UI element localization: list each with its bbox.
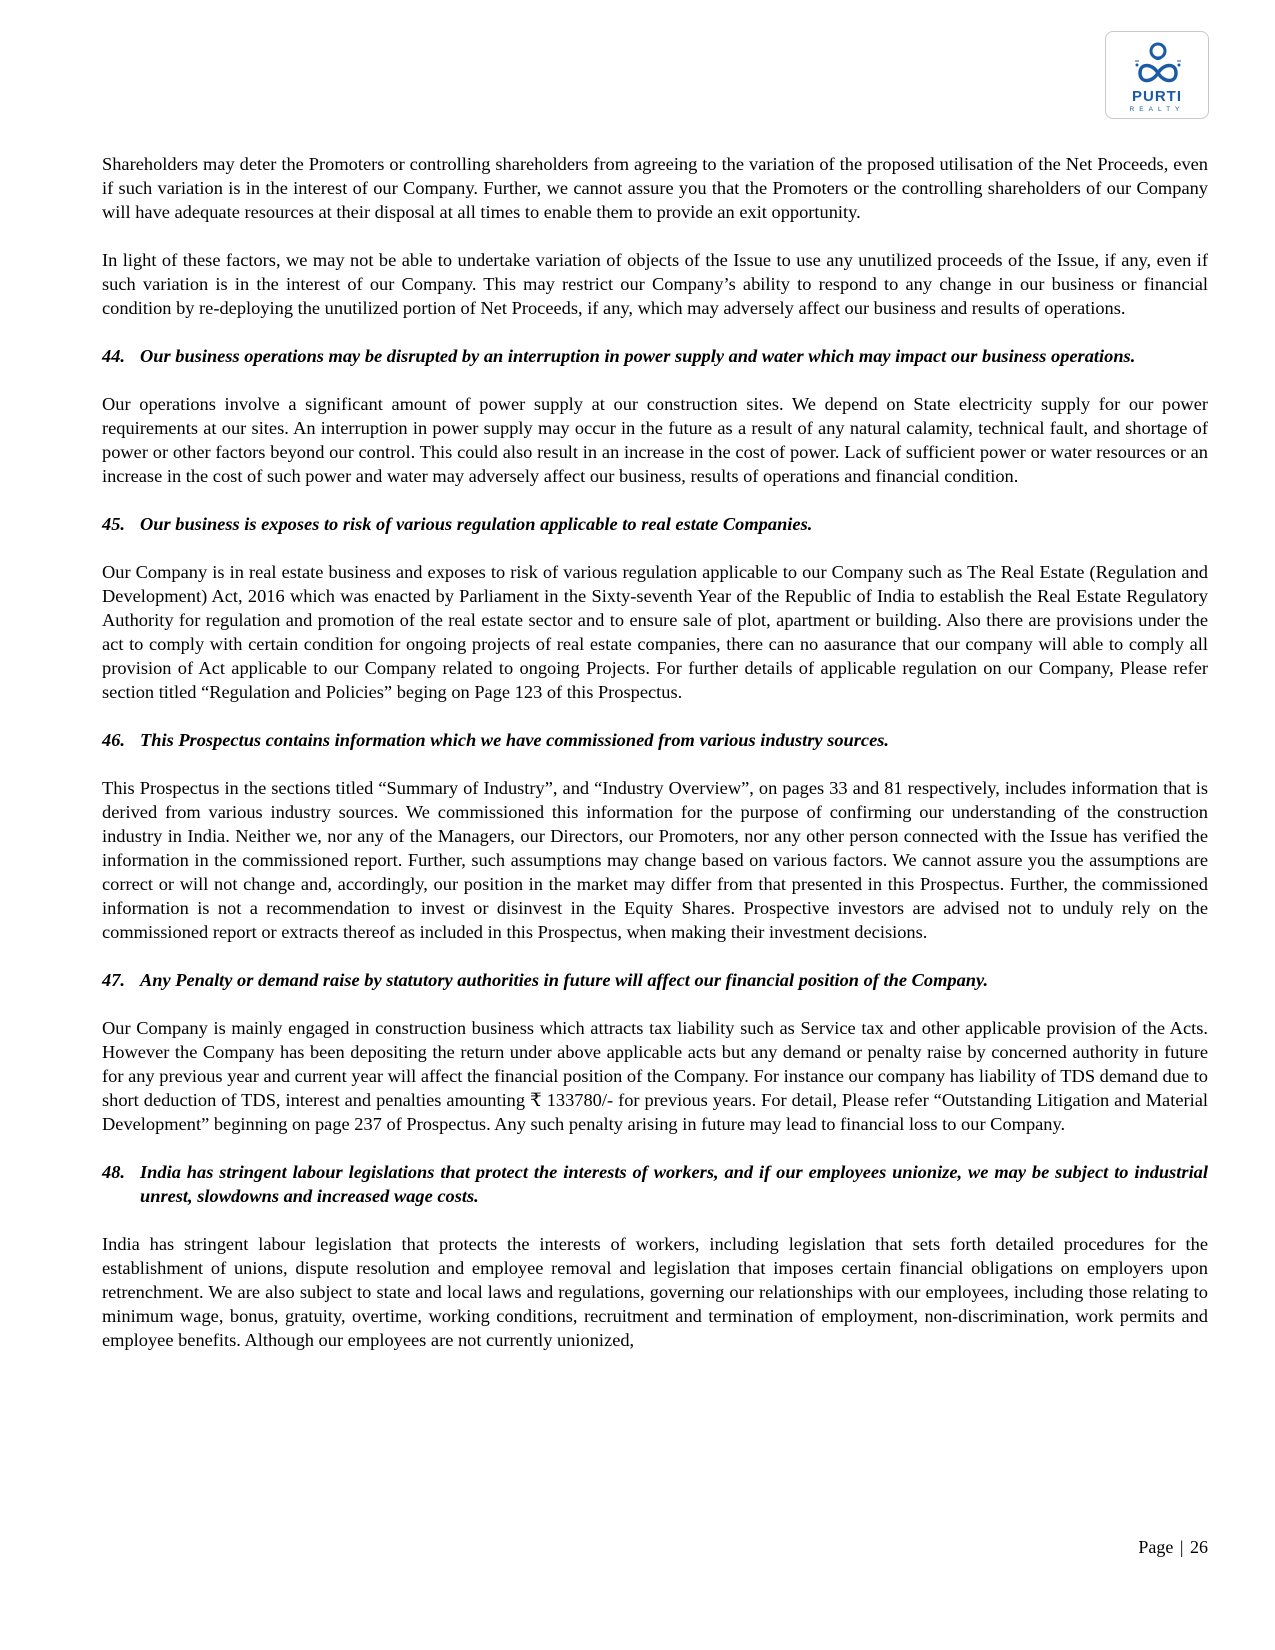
section-heading [102, 344, 1208, 368]
section-body: Our Company is mainly engaged in construction business which attracts tax liability such as Service tax and other applicable provision of the Acts. However the Company has been depositing the return under above applicable acts but any demand or penalty raise by concerned authority in future for any previous year and current year will affect the financial position of the Company. For instance our company has liability of TDS demand due to short deduction of TDS, interest and penalties amounting ₹ 133780/- for previous years. For detail, Please refer “Outstanding Litigation and Material Development” beginning on page 237 of Prospectus. Any such penalty arising in future may lead to financial loss to our Company. [102, 1018, 1208, 1134]
section-number: 48. [102, 1162, 125, 1182]
section-number: 47. [102, 970, 125, 990]
section-title: Our business operations may be disrupted by an interruption in power supply and water which may impact our business operations. [140, 346, 1136, 366]
section-heading [102, 968, 1208, 992]
logo-name: PURTI [1132, 88, 1182, 105]
section-title: Our business is exposes to risk of various regulation applicable to real estate Companies. [140, 514, 813, 534]
section-body: Our Company is in real estate business and exposes to risk of various regulation applicable to our Company such as The Real Estate (Regulation and Development) Act, 2016 which was enacted by Parliament in the Sixty-seventh Year of the Republic of India to establish the Real Estate Regulatory Authority for regulation and promotion of the real estate sector and to ensure sale of plot, apartment or building. Also there are provisions under the act to comply with certain condition for ongoing projects of real estate companies, there can no aasurance that our company will able to comply all provision of Act applicable to our Company related to ongoing Projects. For further details of applicable regulation on our Company, Please refer section titled “Regulation and Policies” beging on Page 123 of this Prospectus. [102, 562, 1208, 702]
purti-emblem-icon [1130, 37, 1186, 89]
section-title: This Prospectus contains information which we have commissioned from various industry sources. [140, 730, 890, 750]
company-logo [1105, 31, 1209, 119]
section-heading [102, 512, 1208, 536]
page-number: 26 [1190, 1537, 1208, 1557]
document-body [102, 152, 1208, 1352]
section-title: India has stringent labour legislations that protect the interests of workers, and if our employees unionize, we may be subject to industrial unrest, slowdowns and increased wage costs. [140, 1162, 1208, 1206]
paragraph: Shareholders may deter the Promoters or controlling shareholders from agreeing to the variation of the proposed utilisation of the Net Proceeds, even if such variation is in the interest of our Company. Further, we cannot assure you that the Promoters or the controlling shareholders of our Company will have adequate resources at their disposal at all times to enable them to provide an exit opportunity. [102, 154, 1208, 222]
section-title: Any Penalty or demand raise by statutory authorities in future will affect our financial position of the Company. [140, 970, 989, 990]
section-body: Our operations involve a significant amount of power supply at our construction sites. We depend on State electricity supply for our power requirements at our sites. An interruption in power supply may occur in the future as a result of any natural calamity, technical fault, and shortage of power or other factors beyond our control. This could also result in an increase in the cost of power. Lack of sufficient power or water resources or an increase in the cost of such power and water may adversely affect our business, results of operations and financial condition. [102, 394, 1208, 486]
section-number: 45. [102, 514, 125, 534]
page-footer [1138, 1537, 1208, 1558]
paragraph: In light of these factors, we may not be able to undertake variation of objects of the Issue to use any unutilized proceeds of the Issue, if any, even if such variation is in the interest of our Company. This may restrict our Company’s ability to respond to any change in our business or financial condition by re-deploying the unutilized portion of Net Proceeds, if any, which may adversely affect our business and results of operations. [102, 250, 1208, 318]
page-label: Page [1138, 1537, 1174, 1557]
section-heading [102, 728, 1208, 752]
section-body: This Prospectus in the sections titled “Summary of Industry”, and “Industry Overview”, on pages 33 and 81 respectively, includes information that is derived from various industry sources. We commissioned this information for the purpose of confirming our understanding of the construction industry in India. Neither we, nor any of the Managers, our Directors, our Promoters, nor any other person connected with the Issue has verified the information in the commissioned report. Further, such assumptions may change based on various factors. We cannot assure you the assumptions are correct or will not change and, accordingly, our position in the market may differ from that presented in this Prospectus. Further, the commissioned information is not a recommendation to invest or disinvest in the Equity Shares. Prospective investors are advised not to unduly rely on the commissioned report or extracts thereof as included in this Prospectus, when making their investment decisions. [102, 778, 1208, 942]
section-heading [102, 1160, 1208, 1208]
page-separator: | [1179, 1537, 1184, 1557]
section-number: 44. [102, 346, 125, 366]
section-number: 46. [102, 730, 125, 750]
logo-subtitle: REALTY [1129, 106, 1185, 113]
section-body: India has stringent labour legislation that protects the interests of workers, including legislation that sets forth detailed procedures for the establishment of unions, dispute resolution and employee removal and legislation that imposes certain financial obligations on employers upon retrenchment. We are also subject to state and local laws and regulations, governing our relationships with our employees, including those relating to minimum wage, bonus, gratuity, overtime, working conditions, recruitment and termination of employment, non-discrimination, work permits and employee benefits. Although our employees are not currently unionized, [102, 1234, 1208, 1350]
